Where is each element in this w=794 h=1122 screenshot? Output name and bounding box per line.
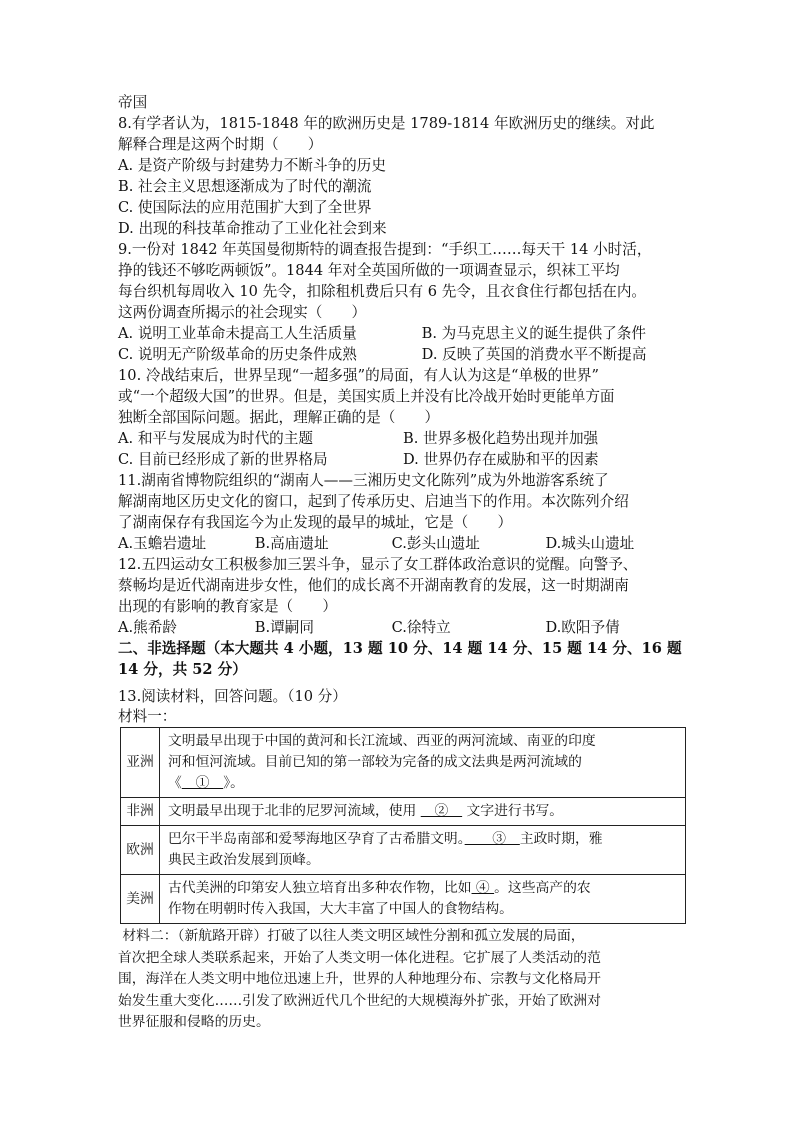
content-line (168, 773, 677, 794)
question-8 (118, 113, 688, 239)
table-row-asia (121, 728, 686, 798)
region-cell: 非洲 (121, 798, 160, 826)
exam-page (118, 92, 688, 1034)
q12-option-b: B.谭嗣同 (254, 619, 314, 636)
text-segment: 。这些高产的农 (494, 880, 591, 896)
blank-3: ③ (464, 831, 520, 847)
material-2-line: 材料二：（新航路开辟）打破了以往人类文明区域性分割和孤立发展的局面， (118, 928, 585, 944)
text-segment: 主政时期，雅 (519, 831, 603, 847)
blank-1: ① (181, 775, 224, 791)
q10-stem-line: 10. 冷战结束后，世界呈现“一超多强”的局面，有人认为这是“单极的世界” (118, 367, 599, 384)
q11-stem-line: 了湖南保存有我国迄今为止发现的最早的城址，它是（ ） (118, 514, 513, 531)
q11-option-b: B.高庙遗址 (254, 535, 329, 552)
region-cell: 亚洲 (121, 728, 160, 798)
q9-option-a: A. 说明工业革命未提高工人生活质量 (118, 325, 357, 342)
q10-option-b: B. 世界多极化趋势出现并加强 (403, 430, 599, 447)
q9-options-row (118, 344, 688, 365)
q9-stem-line: 9.一份对 1842 年英国曼彻斯特的调查报告提到：“手织工……每天干 14 小时活， (118, 241, 652, 258)
q8-stem-line: 8.有学者认为，1815-1848 年的欧洲历史是 1789-1814 年欧洲历史的继续。对此 (118, 115, 655, 132)
material-2 (118, 926, 688, 1034)
content-cell (160, 875, 686, 924)
q10-options-row (118, 449, 688, 470)
q12-option-c: C.徐特立 (391, 619, 451, 636)
material-2-line: 世界征服和侵略的历史。 (118, 1014, 270, 1030)
content-cell (160, 826, 686, 875)
q8-option-d: D. 出现的科技革命推动了工业化社会到来 (118, 220, 387, 237)
content-line: 河和恒河流域。目前已知的第一部较为完备的成文法典是两河流域的 (168, 754, 582, 770)
blank-2: ② (420, 803, 463, 819)
q9-stem-line: 每台织机每周收入 10 先令，扣除租机费后只有 6 先令，且衣食住行都包括在内。 (118, 283, 647, 300)
q8-stem-line: 解释合理是这两个时期（ ） (118, 136, 323, 153)
q10-option-d: D. 世界仍存在威胁和平的因素 (403, 451, 599, 468)
top-fragment: 帝国 (118, 94, 148, 111)
q9-options-row (118, 323, 688, 344)
table-row-europe (121, 826, 686, 875)
q13-title: 13.阅读材料，回答问题。（10 分） (118, 688, 347, 705)
q11-option-d: D.城头山遗址 (545, 535, 635, 552)
q11-stem-line: 解湖南地区历史文化的窗口，起到了传承历史、启迪当下的作用。本次陈列介绍 (118, 493, 629, 510)
question-12 (118, 554, 688, 638)
q12-option-d: D.欧阳予倩 (545, 619, 620, 636)
question-11 (118, 470, 688, 554)
section-2-line: 二、非选择题（本大题共 4 小题，13 题 10 分、14 题 14 分、15 题 14 分、16 题 (118, 640, 682, 657)
content-line: 典民主政治发展到顶峰。 (168, 852, 320, 868)
region-cell: 欧洲 (121, 826, 160, 875)
q11-options-row (118, 533, 688, 554)
q9-stem-line: 挣的钱还不够吃两顿饭”。1844 年对全英国所做的一项调查显示，织袜工平均 (118, 262, 620, 279)
content-line (168, 878, 677, 899)
q9-stem-line: 这两份调查所揭示的社会现实（ ） (118, 304, 367, 321)
text-segment: 文字进行书写。 (462, 803, 564, 819)
q12-stem-line: 蔡畅均是近代湖南进步女性，他们的成长离不开湖南教育的发展，这一时期湖南 (118, 577, 629, 594)
question-10 (118, 365, 688, 470)
bracket-close: 》。 (223, 775, 244, 791)
question-13 (118, 686, 688, 1034)
bracket-open: 《 (168, 775, 182, 791)
content-line (168, 829, 677, 850)
table-row-africa (121, 798, 686, 826)
question-9 (118, 239, 688, 365)
q8-option-a: A. 是资产阶级与封建势力不断斗争的历史 (118, 157, 386, 174)
q12-option-a: A.熊希龄 (118, 619, 177, 636)
region-cell: 美洲 (121, 875, 160, 924)
q8-option-b: B. 社会主义思想逐渐成为了时代的潮流 (118, 178, 372, 195)
material-2-line: 始发生重大变化……引发了欧洲近代几个世纪的大规模海外扩张，开始了欧洲对 (118, 992, 601, 1009)
material-1-label: 材料一： (118, 708, 177, 725)
text-segment: 巴尔干半岛南部和爱琴海地区孕育了古希腊文明。 (168, 831, 465, 847)
text-segment: 古代美洲的印第安人独立培育出多种农作物，比如 (168, 880, 472, 896)
q12-options-row (118, 617, 688, 638)
content-line: 文明最早出现于中国的黄河和长江流域、西亚的两河流域、南亚的印度 (168, 733, 596, 749)
q11-stem-line: 11.湖南省博物院组织的“湖南人——三湘历史文化陈列”成为外地游客系统了 (118, 472, 609, 489)
section-2-heading (118, 638, 688, 680)
material-2-line: 围，海洋在人类文明中地位迅速上升，世界的人种地理分布、宗教与文化格局开 (118, 971, 601, 987)
content-cell (160, 728, 686, 798)
q9-option-c: C. 说明无产阶级革命的历史条件成熟 (118, 346, 357, 363)
civilization-table (120, 727, 686, 924)
q10-option-a: A. 和平与发展成为时代的主题 (118, 430, 313, 447)
section-2-line: 14 分，共 52 分） (118, 661, 247, 678)
q9-option-d: D. 反映了英国的消费水平不断提高 (421, 346, 647, 363)
q11-option-c: C.彭头山遗址 (391, 535, 480, 552)
content-cell (160, 798, 686, 826)
q12-stem-line: 12.五四运动女工积极参加三罢斗争，显示了女工群体政治意识的觉醒。向警予、 (118, 556, 638, 573)
content-line (168, 801, 677, 822)
q11-option-a: A.玉蟾岩遗址 (118, 535, 207, 552)
content-line: 作物在明朝时传入我国，大大丰富了中国人的食物结构。 (168, 901, 513, 917)
q10-options-row (118, 428, 688, 449)
text-segment: 文明最早出现于北非的尼罗河流域，使用 (168, 803, 421, 819)
q9-option-b: B. 为马克思主义的诞生提供了条件 (421, 325, 646, 342)
q10-stem-line: 独断全部国际问题。据此，理解正确的是（ ） (118, 409, 440, 426)
table-row-america (121, 875, 686, 924)
q8-option-c: C. 使国际法的应用范围扩大到了全世界 (118, 199, 372, 216)
q12-stem-line: 出现的有影响的教育家是（ ） (118, 598, 337, 615)
q10-option-c: C. 目前已经形成了新的世界格局 (118, 451, 328, 468)
material-2-line: 首次把全球人类联系起来，开始了人类文明一体化进程。它扩展了人类活动的范 (118, 949, 601, 966)
blank-4: ④ (471, 880, 495, 896)
q10-stem-line: 或“一个超级大国”的世界。但是，美国实质上并没有比冷战开始时更能单方面 (118, 388, 615, 405)
